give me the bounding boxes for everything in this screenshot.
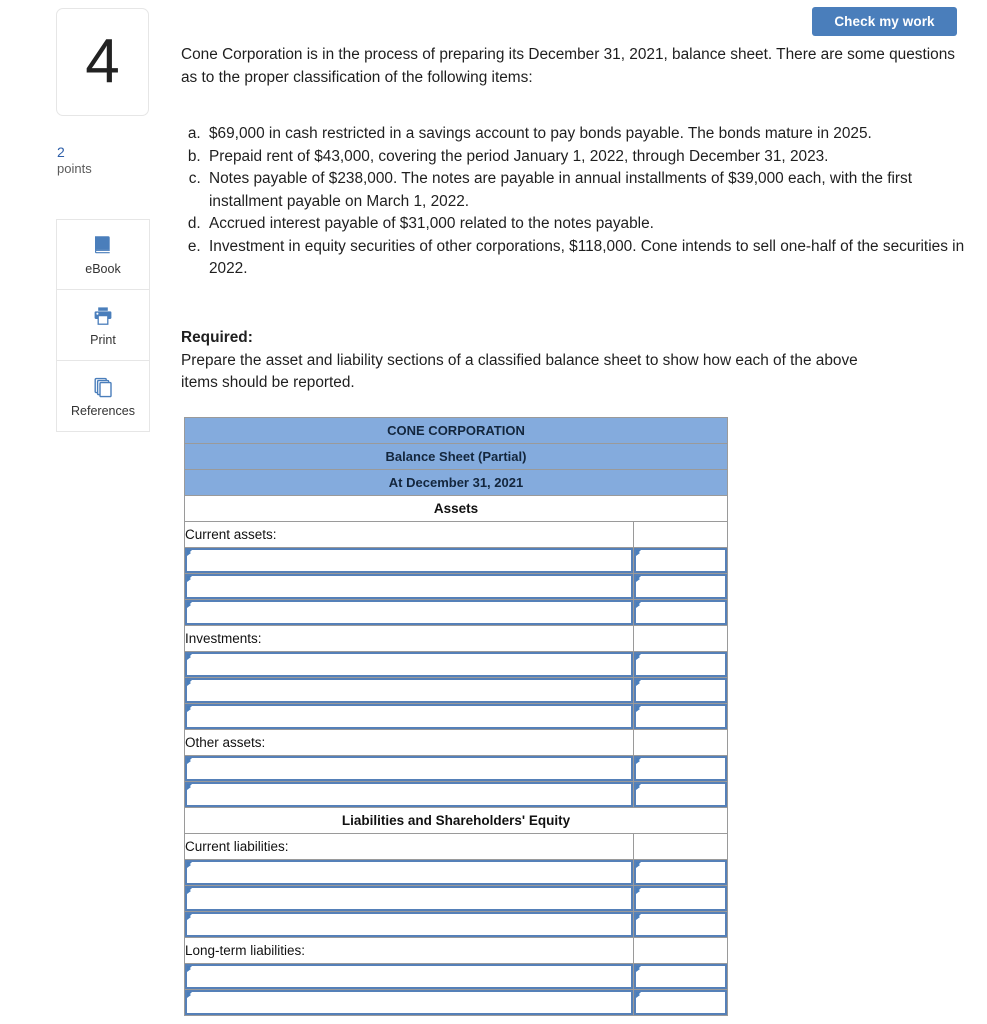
account-cell[interactable] <box>185 964 634 990</box>
list-item: b. Prepaid rent of $43,000, covering the period January 1, 2022, through December 31, 2023. <box>205 146 971 169</box>
account-input[interactable] <box>187 992 631 1013</box>
section-label-current-assets: Current assets: <box>185 522 634 548</box>
account-cell[interactable] <box>185 886 634 912</box>
required-title: Required: <box>181 329 253 346</box>
table-row-title-2 <box>185 444 728 470</box>
account-cell[interactable] <box>185 652 634 678</box>
account-input[interactable] <box>187 654 631 675</box>
references-button[interactable] <box>56 361 150 432</box>
bs-title-line-1: CONE CORPORATION <box>185 418 728 444</box>
amount-input[interactable] <box>636 576 725 597</box>
amount-cell[interactable] <box>634 886 728 912</box>
account-input[interactable] <box>187 914 631 935</box>
liabilities-header: Liabilities and Shareholders' Equity <box>185 808 728 834</box>
amount-input[interactable] <box>636 784 725 805</box>
points-block <box>57 144 157 177</box>
account-cell[interactable] <box>185 704 634 730</box>
amount-input[interactable] <box>636 706 725 727</box>
references-icon <box>91 375 115 399</box>
required-block <box>181 327 881 395</box>
amount-input[interactable] <box>636 680 725 701</box>
table-row-input <box>185 652 728 678</box>
check-my-work-button[interactable]: Check my work <box>812 7 957 36</box>
section-amount-blank <box>634 730 728 756</box>
amount-input[interactable] <box>636 992 725 1013</box>
account-cell[interactable] <box>185 600 634 626</box>
table-row-input <box>185 964 728 990</box>
table-row-title-3 <box>185 470 728 496</box>
account-cell[interactable] <box>185 782 634 808</box>
section-amount-blank <box>634 834 728 860</box>
ebook-button-label: eBook <box>85 262 121 276</box>
table-row-input <box>185 704 728 730</box>
amount-input[interactable] <box>636 888 725 909</box>
references-button-label: References <box>71 403 135 418</box>
section-amount-blank <box>634 522 728 548</box>
table-row-section-other-assets <box>185 730 728 756</box>
amount-cell[interactable] <box>634 756 728 782</box>
table-row-input <box>185 678 728 704</box>
table-row-assets-header <box>185 496 728 522</box>
amount-cell[interactable] <box>634 990 728 1016</box>
account-input[interactable] <box>187 680 631 701</box>
section-label-current-liabilities: Current liabilities: <box>185 834 634 860</box>
amount-input[interactable] <box>636 602 725 623</box>
account-cell[interactable] <box>185 574 634 600</box>
question-number-box <box>56 8 149 116</box>
table-row-input <box>185 548 728 574</box>
account-input[interactable] <box>187 602 631 623</box>
account-input[interactable] <box>187 784 631 805</box>
account-cell[interactable] <box>185 756 634 782</box>
points-value: 2 <box>57 144 65 160</box>
amount-cell[interactable] <box>634 678 728 704</box>
account-input[interactable] <box>187 888 631 909</box>
bs-title-line-2: Balance Sheet (Partial) <box>185 444 728 470</box>
account-cell[interactable] <box>185 990 634 1016</box>
section-label-other-assets: Other assets: <box>185 730 634 756</box>
table-row-input <box>185 990 728 1016</box>
list-item: e. Investment in equity securities of other corporations, $118,000. Cone intends to sell one-half of the securities in 2022. <box>205 236 971 281</box>
amount-input[interactable] <box>636 862 725 883</box>
amount-input[interactable] <box>636 966 725 987</box>
ebook-icon <box>91 233 115 257</box>
amount-cell[interactable] <box>634 964 728 990</box>
table-row-input <box>185 756 728 782</box>
account-cell[interactable] <box>185 678 634 704</box>
account-cell[interactable] <box>185 912 634 938</box>
ebook-button[interactable] <box>56 219 150 290</box>
printer-icon <box>91 304 115 328</box>
tool-button-stack <box>56 219 150 432</box>
account-input[interactable] <box>187 550 631 571</box>
table-row-section-investments <box>185 626 728 652</box>
table-row-section-current-liabilities <box>185 834 728 860</box>
account-input[interactable] <box>187 576 631 597</box>
table-row-input <box>185 912 728 938</box>
amount-cell[interactable] <box>634 574 728 600</box>
table-row-input <box>185 782 728 808</box>
print-button-label: Print <box>90 332 116 347</box>
account-input[interactable] <box>187 862 631 883</box>
amount-cell[interactable] <box>634 860 728 886</box>
account-cell[interactable] <box>185 548 634 574</box>
table-row-title-1 <box>185 418 728 444</box>
question-number: 4 <box>85 27 120 96</box>
table-row-input <box>185 574 728 600</box>
amount-input[interactable] <box>636 758 725 779</box>
table-row-input <box>185 600 728 626</box>
amount-cell[interactable] <box>634 782 728 808</box>
list-item: c. Notes payable of $238,000. The notes are payable in annual installments of $39,000 each, with the first installment payable on March 1, 2022. <box>205 168 971 213</box>
print-button[interactable] <box>56 290 150 361</box>
balance-sheet-table <box>184 417 728 1016</box>
amount-input[interactable] <box>636 550 725 571</box>
points-label: points <box>57 161 92 176</box>
section-amount-blank <box>634 626 728 652</box>
amount-cell[interactable] <box>634 912 728 938</box>
table-row-section-current-assets <box>185 522 728 548</box>
table-row-input <box>185 860 728 886</box>
account-input[interactable] <box>187 706 631 727</box>
list-item: d. Accrued interest payable of $31,000 related to the notes payable. <box>205 213 971 236</box>
question-intro: Cone Corporation is in the process of preparing its December 31, 2021, balance sheet. There are some questions as to the proper classification of the following items: <box>181 46 955 86</box>
table-row-section-long-term-liabilities <box>185 938 728 964</box>
account-input[interactable] <box>187 966 631 987</box>
section-label-long-term-liabilities: Long-term liabilities: <box>185 938 634 964</box>
list-item: a. $69,000 in cash restricted in a savings account to pay bonds payable. The bonds mature in 2025. <box>205 123 971 146</box>
account-cell[interactable] <box>185 860 634 886</box>
assets-header: Assets <box>185 496 728 522</box>
section-label-investments: Investments: <box>185 626 634 652</box>
section-amount-blank <box>634 938 728 964</box>
amount-cell[interactable] <box>634 704 728 730</box>
amount-input[interactable] <box>636 654 725 675</box>
amount-cell[interactable] <box>634 600 728 626</box>
account-input[interactable] <box>187 758 631 779</box>
question-item-list <box>181 123 971 281</box>
bs-title-line-3: At December 31, 2021 <box>185 470 728 496</box>
amount-input[interactable] <box>636 914 725 935</box>
required-text: Prepare the asset and liability sections of a classified balance sheet to show how each of the above items should be reported. <box>181 351 858 391</box>
table-row-liabilities-header <box>185 808 728 834</box>
amount-cell[interactable] <box>634 548 728 574</box>
balance-sheet-worksheet <box>184 417 727 1016</box>
amount-cell[interactable] <box>634 652 728 678</box>
table-row-input <box>185 886 728 912</box>
